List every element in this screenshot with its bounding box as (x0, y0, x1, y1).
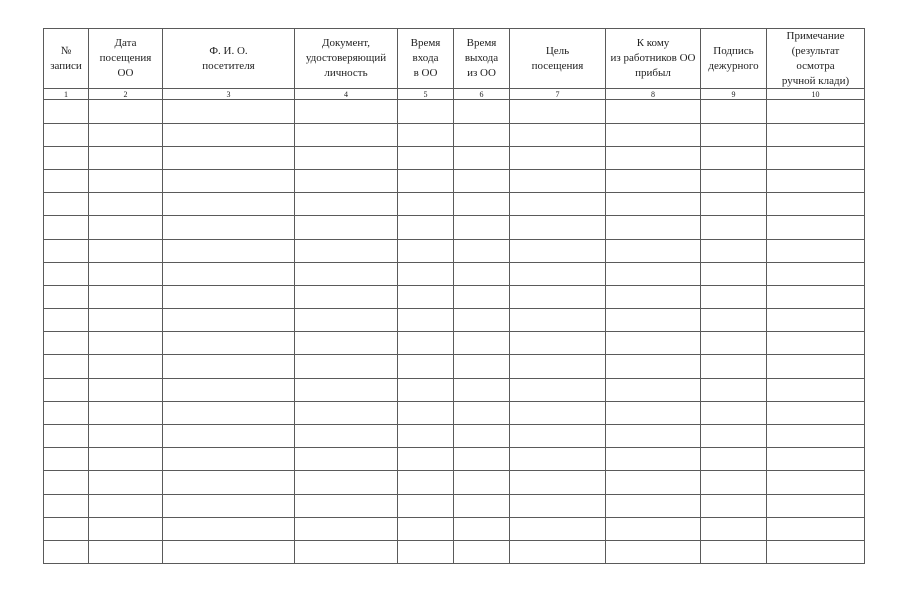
table-cell (701, 494, 767, 517)
table-cell (510, 332, 606, 355)
table-cell (454, 425, 510, 448)
table-cell (163, 425, 295, 448)
table-cell (454, 332, 510, 355)
table-cell (510, 355, 606, 378)
table-row (44, 262, 865, 285)
table-cell (606, 355, 701, 378)
column-number-row (44, 89, 865, 100)
table-cell (701, 285, 767, 308)
table-cell (398, 494, 454, 517)
table-cell (89, 471, 163, 494)
table-cell (163, 169, 295, 192)
table-cell (454, 401, 510, 424)
table-cell (163, 332, 295, 355)
table-cell (767, 239, 865, 262)
table-cell (767, 517, 865, 540)
table-row (44, 309, 865, 332)
table-cell (767, 285, 865, 308)
table-cell (295, 309, 398, 332)
table-cell (89, 285, 163, 308)
table-row (44, 517, 865, 540)
table-cell (89, 517, 163, 540)
table-cell (163, 239, 295, 262)
table-cell (89, 239, 163, 262)
table-cell (454, 355, 510, 378)
table-cell (89, 425, 163, 448)
column-number: 1 (44, 89, 89, 100)
table-row (44, 448, 865, 471)
table-cell (295, 401, 398, 424)
table-cell (767, 378, 865, 401)
table-cell (163, 100, 295, 123)
table-cell (606, 471, 701, 494)
table-cell (44, 262, 89, 285)
table-cell (89, 355, 163, 378)
table-cell (398, 401, 454, 424)
table-row (44, 285, 865, 308)
table-cell (295, 425, 398, 448)
table-cell (44, 123, 89, 146)
table-cell (510, 262, 606, 285)
table-cell (295, 216, 398, 239)
table-cell (398, 378, 454, 401)
table-cell (295, 239, 398, 262)
table-cell (44, 332, 89, 355)
table-cell (163, 262, 295, 285)
table-cell (510, 216, 606, 239)
table-cell (89, 100, 163, 123)
table-cell (510, 540, 606, 563)
column-number: 3 (163, 89, 295, 100)
table-cell (701, 239, 767, 262)
table-cell (767, 146, 865, 169)
table-cell (295, 494, 398, 517)
table-cell (510, 239, 606, 262)
table-cell (767, 471, 865, 494)
table-cell (398, 169, 454, 192)
table-cell (163, 378, 295, 401)
table-row (44, 332, 865, 355)
table-cell (44, 285, 89, 308)
table-row (44, 401, 865, 424)
table-cell (510, 448, 606, 471)
column-header-visit-date: Дата посещения ОО (89, 29, 163, 89)
column-header-visit-purpose: Цель посещения (510, 29, 606, 89)
table-cell (454, 494, 510, 517)
table-cell (510, 285, 606, 308)
table-cell (510, 425, 606, 448)
column-number: 8 (606, 89, 701, 100)
table-cell (163, 517, 295, 540)
table-cell (606, 100, 701, 123)
table-cell (398, 100, 454, 123)
column-number: 10 (767, 89, 865, 100)
column-header-exit-time: Время выхода из ОО (454, 29, 510, 89)
table-cell (44, 355, 89, 378)
table-cell (44, 378, 89, 401)
table-cell (701, 146, 767, 169)
table-cell (701, 401, 767, 424)
table-cell (510, 146, 606, 169)
table-cell (606, 448, 701, 471)
table-cell (398, 332, 454, 355)
table-cell (89, 169, 163, 192)
table-body (44, 100, 865, 564)
table-row (44, 100, 865, 123)
table-row (44, 540, 865, 563)
table-cell (767, 262, 865, 285)
table-cell (701, 309, 767, 332)
table-cell (767, 216, 865, 239)
table-cell (295, 355, 398, 378)
table-cell (398, 239, 454, 262)
table-cell (606, 401, 701, 424)
table-cell (163, 285, 295, 308)
table-cell (163, 448, 295, 471)
table-cell (606, 332, 701, 355)
table-cell (44, 425, 89, 448)
table-cell (295, 169, 398, 192)
table-cell (398, 123, 454, 146)
column-number: 5 (398, 89, 454, 100)
table-cell (163, 355, 295, 378)
table-cell (398, 216, 454, 239)
table-cell (510, 494, 606, 517)
table-cell (510, 309, 606, 332)
table-cell (767, 355, 865, 378)
table-cell (767, 169, 865, 192)
table-cell (510, 169, 606, 192)
table-cell (767, 401, 865, 424)
table-row (44, 378, 865, 401)
table-cell (701, 355, 767, 378)
table-row (44, 146, 865, 169)
table-cell (89, 123, 163, 146)
column-number: 6 (454, 89, 510, 100)
table-cell (295, 100, 398, 123)
table-cell (767, 100, 865, 123)
table-cell (163, 401, 295, 424)
table-cell (701, 332, 767, 355)
table-cell (89, 332, 163, 355)
table-cell (398, 448, 454, 471)
table-cell (767, 193, 865, 216)
table-cell (767, 309, 865, 332)
table-cell (163, 123, 295, 146)
table-row (44, 216, 865, 239)
table-cell (89, 378, 163, 401)
table-cell (606, 146, 701, 169)
table-cell (454, 123, 510, 146)
column-header-entry-time: Время входа в ОО (398, 29, 454, 89)
table-row (44, 239, 865, 262)
table-cell (398, 193, 454, 216)
table-cell (454, 448, 510, 471)
table-cell (163, 494, 295, 517)
column-header-visitor-name: Ф. И. О. посетителя (163, 29, 295, 89)
table-cell (606, 494, 701, 517)
table-cell (454, 239, 510, 262)
table-cell (44, 448, 89, 471)
table-cell (701, 425, 767, 448)
table-cell (454, 100, 510, 123)
table-cell (454, 216, 510, 239)
table-cell (606, 540, 701, 563)
table-cell (44, 494, 89, 517)
table-cell (398, 517, 454, 540)
table-cell (701, 216, 767, 239)
table-cell (398, 540, 454, 563)
table-row (44, 123, 865, 146)
table-row (44, 355, 865, 378)
table-cell (606, 517, 701, 540)
table-cell (295, 123, 398, 146)
table-cell (454, 169, 510, 192)
table-cell (398, 471, 454, 494)
table-cell (767, 540, 865, 563)
table-cell (454, 540, 510, 563)
column-number: 7 (510, 89, 606, 100)
table-cell (510, 378, 606, 401)
table-cell (295, 540, 398, 563)
table-cell (295, 471, 398, 494)
table-cell (606, 378, 701, 401)
table-cell (398, 425, 454, 448)
table-cell (44, 540, 89, 563)
table-cell (454, 471, 510, 494)
table-row (44, 193, 865, 216)
table-cell (295, 448, 398, 471)
column-header-host-employee: К кому из работников ОО прибыл (606, 29, 701, 89)
table-cell (606, 239, 701, 262)
table-cell (163, 309, 295, 332)
table-cell (295, 517, 398, 540)
table-cell (701, 448, 767, 471)
table-cell (767, 123, 865, 146)
column-header-record-number: № записи (44, 29, 89, 89)
table-cell (89, 262, 163, 285)
table-cell (510, 100, 606, 123)
table-cell (44, 100, 89, 123)
table-cell (295, 332, 398, 355)
table-cell (606, 123, 701, 146)
table-cell (44, 517, 89, 540)
table-cell (454, 262, 510, 285)
table-cell (398, 355, 454, 378)
table-cell (510, 123, 606, 146)
table-cell (398, 285, 454, 308)
table-cell (295, 146, 398, 169)
table-cell (606, 169, 701, 192)
table-cell (454, 146, 510, 169)
table-cell (701, 378, 767, 401)
table-cell (701, 123, 767, 146)
table-cell (701, 193, 767, 216)
table-cell (89, 540, 163, 563)
table-cell (44, 169, 89, 192)
table-cell (89, 401, 163, 424)
table-cell (510, 471, 606, 494)
table-cell (701, 169, 767, 192)
table-cell (606, 262, 701, 285)
table-row (44, 169, 865, 192)
column-number: 9 (701, 89, 767, 100)
table-cell (44, 309, 89, 332)
table-cell (44, 239, 89, 262)
table-row (44, 425, 865, 448)
table-cell (454, 309, 510, 332)
table-cell (767, 494, 865, 517)
table-cell (510, 401, 606, 424)
table-cell (44, 193, 89, 216)
table-cell (767, 425, 865, 448)
table-cell (767, 332, 865, 355)
table-cell (701, 471, 767, 494)
table-cell (163, 146, 295, 169)
table-cell (44, 216, 89, 239)
table-cell (606, 425, 701, 448)
table-cell (295, 193, 398, 216)
column-header-identity-document: Документ, удостоверяющий личность (295, 29, 398, 89)
table-cell (606, 285, 701, 308)
table-cell (89, 146, 163, 169)
table-cell (454, 517, 510, 540)
table-cell (89, 494, 163, 517)
table-cell (454, 378, 510, 401)
table-cell (454, 285, 510, 308)
column-number: 4 (295, 89, 398, 100)
table-cell (510, 193, 606, 216)
table-cell (701, 517, 767, 540)
table-cell (606, 193, 701, 216)
table-cell (295, 378, 398, 401)
table-cell (295, 262, 398, 285)
table-cell (701, 262, 767, 285)
column-header-duty-signature: Подпись дежурного (701, 29, 767, 89)
table-cell (89, 193, 163, 216)
table-cell (606, 216, 701, 239)
table-cell (398, 309, 454, 332)
table-cell (163, 540, 295, 563)
table-cell (767, 448, 865, 471)
table-cell (89, 216, 163, 239)
visitor-log-table (43, 28, 865, 564)
table-cell (44, 471, 89, 494)
table-cell (89, 309, 163, 332)
table-cell (163, 216, 295, 239)
table-cell (510, 517, 606, 540)
table-cell (398, 262, 454, 285)
table-cell (163, 193, 295, 216)
table-cell (701, 540, 767, 563)
table-cell (454, 193, 510, 216)
table-row (44, 494, 865, 517)
table-cell (606, 309, 701, 332)
table-cell (44, 401, 89, 424)
table-cell (398, 146, 454, 169)
table-cell (44, 146, 89, 169)
table-cell (163, 471, 295, 494)
table-row (44, 471, 865, 494)
column-number: 2 (89, 89, 163, 100)
column-header-note: Примечание (результат осмотра ручной клади) (767, 29, 865, 89)
header-row (44, 29, 865, 89)
table-cell (701, 100, 767, 123)
table-cell (295, 285, 398, 308)
table-cell (89, 448, 163, 471)
